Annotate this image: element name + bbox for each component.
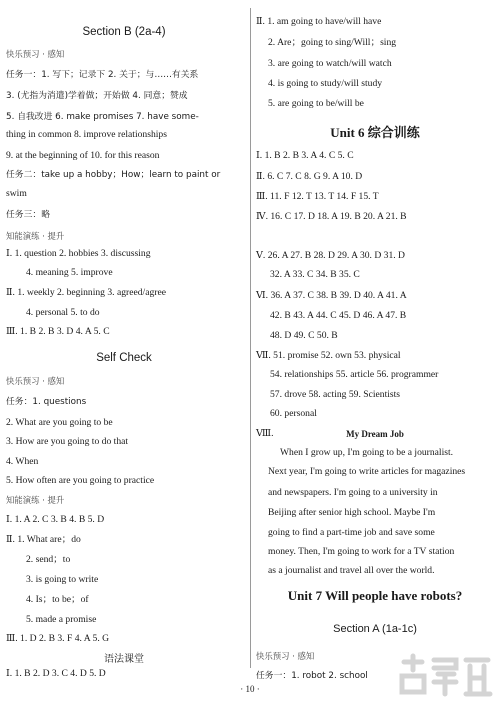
essay-line-7: as a journalist and travel all over the world.: [268, 565, 435, 576]
self-check-exercise2-line-4: 4. Is；to be；of: [26, 594, 89, 605]
page-number: · 10 ·: [240, 684, 260, 694]
column-divider: [250, 8, 251, 668]
self-check-line-5: 5. How often are you going to practice: [6, 475, 155, 486]
unit6-line-1: Ⅰ. 1. B 2. B 3. A 4. C 5. C: [256, 150, 354, 161]
task1-line-4: thing in common 8. improve relationships: [6, 129, 167, 140]
grammar-exercise1: Ⅰ. 1. B 2. D 3. C 4. D 5. D: [6, 668, 106, 679]
task1-line-3: 5. 自我改进 6. make promises 7. have some-: [6, 112, 199, 122]
self-check-title: Self Check: [96, 352, 152, 364]
unit6-title: Unit 6 综合训练: [330, 125, 420, 140]
unit6-line-6: 32. A 33. C 34. B 35. C: [270, 269, 360, 280]
unit6-line-7: Ⅵ. 36. A 37. C 38. B 39. D 40. A 41. A: [256, 290, 407, 301]
self-check-task: 任务：1. questions: [6, 397, 87, 407]
essay-line-4: Beijing after senior high school. Maybe I'm: [268, 507, 436, 518]
unit6-line-10: Ⅶ. 51. promise 52. own 53. physical: [256, 350, 401, 361]
self-check-line-3: 3. How are you going to do that: [6, 436, 129, 447]
unit6-line-8: 42. B 43. A 44. C 45. D 46. A 47. B: [270, 310, 407, 321]
section-a-title: Section A (1a-1c): [333, 623, 417, 635]
exercise2-line-2: 4. personal 5. to do: [26, 307, 100, 318]
essay-line-6: money. Then, I'm going to work for a TV station: [268, 546, 455, 557]
grammar-exercise2-line-1: Ⅱ. 1. am going to have/will have: [256, 16, 382, 27]
unit7-title: Unit 7 Will people have robots?: [287, 588, 463, 603]
task1-line-2: 3. (尤指为消遣)学着做；开始做 4. 同意；赞成: [6, 91, 188, 101]
exercise2-line-1: Ⅱ. 1. weekly 2. beginning 3. agreed/agree: [6, 287, 166, 298]
unit6-line-3: Ⅲ. 11. F 12. T 13. T 14. F 15. T: [256, 191, 379, 202]
essay-title: My Dream Job: [346, 429, 404, 439]
unit6-line-5: Ⅴ. 26. A 27. B 28. D 29. A 30. D 31. D: [256, 250, 405, 261]
task2-line-2: swim: [6, 188, 27, 199]
self-check-exercise1: Ⅰ. 1. A 2. C 3. B 4. B 5. D: [6, 514, 105, 525]
section-b-title: Section B (2a-4): [82, 26, 166, 38]
unit6-line-2: Ⅱ. 6. C 7. C 8. G 9. A 10. D: [256, 171, 363, 182]
grammar-exercise2-line-4: 4. is going to study/will study: [268, 78, 383, 89]
grammar-exercise2-line-3: 3. are going to watch/will watch: [268, 58, 392, 69]
unit6-line-11: 54. relationships 55. article 56. programmer: [270, 369, 439, 380]
practice-label: 知能演练 · 提升: [6, 231, 65, 241]
grammar-exercise2-line-5: 5. are going to be/will be: [268, 98, 364, 109]
preview-label: 快乐预习 · 感知: [6, 49, 65, 59]
unit6-line-4: Ⅳ. 16. C 17. D 18. A 19. B 20. A 21. B: [256, 211, 407, 222]
unit6-line-13: 60. personal: [270, 408, 317, 419]
self-check-exercise2-line-1: Ⅱ. 1. What are；do: [6, 534, 81, 545]
exercise1-line-1: Ⅰ. 1. question 2. hobbies 3. discussing: [6, 248, 151, 259]
essay-line-5: going to find a part-time job and save some: [268, 527, 435, 538]
grammar-exercise2-line-2: 2. Are；going to sing/Will；sing: [268, 37, 397, 48]
essay-line-1: When I grow up, I'm going to be a journalist.: [280, 447, 454, 458]
unit6-line-9: 48. D 49. C 50. B: [270, 330, 338, 341]
task1-line-1: 任务一：1. 写下；记录下 2. 关于；与……有关系: [6, 70, 199, 80]
self-check-exercise2-line-3: 3. is going to write: [26, 574, 99, 585]
unit7-task1-line: 任务一：1. robot 2. school: [256, 671, 368, 681]
practice-label-2: 知能演练 · 提升: [6, 495, 65, 505]
task2-line-1: 任务二：take up a hobby；How；learn to paint or: [6, 170, 221, 180]
self-check-exercise3: Ⅲ. 1. D 2. B 3. F 4. A 5. G: [6, 633, 110, 644]
essay-line-2: Next year, I'm going to write articles for magazines: [268, 466, 466, 477]
self-check-exercise2-line-2: 2. send；to: [26, 554, 71, 565]
preview-label-2: 快乐预习 · 感知: [6, 376, 65, 386]
grammar-class-title: 语法课堂: [104, 654, 144, 665]
self-check-line-4: 4. When: [6, 456, 39, 467]
unit6-line-12: 57. drove 58. acting 59. Scientists: [270, 389, 401, 400]
self-check-exercise2-line-5: 5. made a promise: [26, 614, 97, 625]
preview-label-3: 快乐预习 · 感知: [256, 651, 315, 661]
exercise1-line-2: 4. meaning 5. improve: [26, 267, 113, 278]
essay-line-3: and newspapers. I'm going to a university in: [268, 487, 438, 498]
task3-line: 任务三：略: [6, 210, 50, 220]
watermark-logo: [396, 652, 498, 700]
exercise3-line: Ⅲ. 1. B 2. B 3. D 4. A 5. C: [6, 326, 110, 337]
task1-line-5: 9. at the beginning of 10. for this reason: [6, 150, 160, 161]
self-check-line-2: 2. What are you going to be: [6, 417, 113, 428]
unit6-line-14-number: Ⅷ.: [256, 428, 274, 439]
